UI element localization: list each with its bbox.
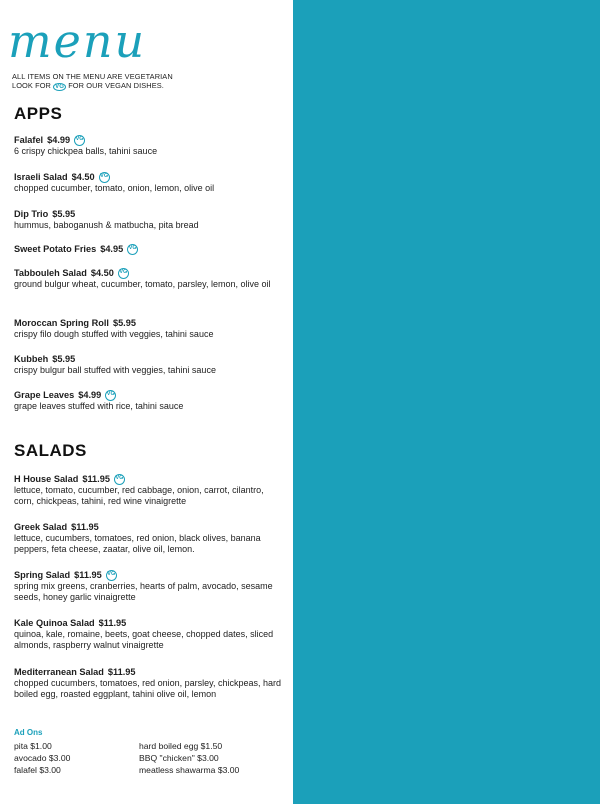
addon-item xyxy=(14,740,139,752)
addon-name: meatless shawarma xyxy=(139,765,216,775)
item-name: Greek Salad xyxy=(14,522,68,532)
vegetarian-note xyxy=(12,72,173,92)
salads-item xyxy=(14,617,286,652)
left-column xyxy=(0,0,293,804)
item-price: $11.95 xyxy=(74,570,102,580)
addon-item xyxy=(139,740,279,752)
vegan-badge-icon: VG xyxy=(118,268,129,279)
vegan-badge-icon: VG xyxy=(55,84,65,90)
item-description: chopped cucumber, tomato, onion, lemon, olive oil xyxy=(14,183,215,193)
item-name: Moroccan Spring Roll xyxy=(14,318,109,328)
item-price: $4.50 xyxy=(71,172,95,182)
addon-item xyxy=(139,764,279,776)
item-name: Falafel xyxy=(14,135,44,145)
vegan-badge-icon: VG xyxy=(114,474,125,485)
right-column xyxy=(293,0,600,804)
apps-item xyxy=(14,267,284,290)
item-name: Tabbouleh Salad xyxy=(14,268,87,278)
addon-item xyxy=(139,752,279,764)
item-description: crispy filo dough stuffed with veggies, tahini sauce xyxy=(14,329,214,339)
addon-name: avocado xyxy=(14,753,47,763)
item-heading xyxy=(14,171,284,183)
item-heading xyxy=(14,521,286,533)
item-description: crispy bulgur ball stuffed with veggies, tahini sauce xyxy=(14,365,216,375)
item-name: Grape Leaves xyxy=(14,390,75,400)
item-heading xyxy=(14,473,286,485)
addon-price: $1.00 xyxy=(30,741,52,751)
item-price: $11.95 xyxy=(82,474,110,484)
addon-price: $1.50 xyxy=(200,741,223,751)
item-description: chopped cucumbers, tomatoes, red onion, parsley, chickpeas, hard boiled egg, roasted eggplant, tahini olive oil, lemon xyxy=(14,678,281,700)
item-price: $5.95 xyxy=(52,209,76,219)
item-name: Sweet Potato Fries xyxy=(14,244,97,254)
addon-name: pita xyxy=(14,741,28,751)
addon-price: $3.00 xyxy=(48,753,71,763)
apps-item xyxy=(14,171,284,194)
vegan-badge-icon: VG xyxy=(106,570,117,581)
addon-item xyxy=(14,764,139,776)
item-name: Mediterranean Salad xyxy=(14,667,104,677)
addon-name: BBQ "chicken" xyxy=(139,753,195,763)
item-description: grape leaves stuffed with rice, tahini sauce xyxy=(14,401,184,411)
item-description: spring mix greens, cranberries, hearts of palm, avocado, sesame seeds, honey garlic vinaigrette xyxy=(14,581,273,603)
item-name: H House Salad xyxy=(14,474,79,484)
apps-item xyxy=(14,243,284,255)
apps-item xyxy=(14,317,284,340)
item-price: $4.50 xyxy=(90,268,114,278)
vegan-badge-icon: VG xyxy=(99,172,110,183)
item-price: $11.95 xyxy=(71,522,99,532)
addons-title: Ad Ons xyxy=(14,728,43,737)
item-description: 6 crispy chickpea balls, tahini sauce xyxy=(14,146,158,156)
item-name: Kale Quinoa Salad xyxy=(14,618,95,628)
salads-item xyxy=(14,666,286,701)
vegan-badge-icon: VG xyxy=(127,244,138,255)
menu-logo: menu xyxy=(8,14,147,68)
item-heading xyxy=(14,617,286,629)
item-heading xyxy=(14,243,284,255)
vegan-badge-icon: VG xyxy=(105,390,116,401)
item-price: $11.95 xyxy=(107,667,136,677)
item-name: Israeli Salad xyxy=(14,172,68,182)
note-line-1: ALL ITEMS ON THE MENU ARE VEGETARIAN xyxy=(12,72,173,81)
item-description: lettuce, cucumbers, tomatoes, red onion, black olives, banana peppers, feta cheese, zaatar, olive oil, lemon. xyxy=(14,533,261,555)
apps-item xyxy=(14,134,284,157)
item-heading xyxy=(14,389,284,401)
item-heading xyxy=(14,569,286,581)
apps-item xyxy=(14,208,284,231)
addon-name: falafel xyxy=(14,765,37,775)
item-price: $5.95 xyxy=(52,354,76,364)
item-price: $5.95 xyxy=(112,318,136,328)
addons-list xyxy=(14,740,279,776)
apps-item xyxy=(14,353,284,376)
item-price: $4.99 xyxy=(47,135,71,145)
addon-price: $3.00 xyxy=(217,765,240,775)
item-price: $4.95 xyxy=(100,244,124,254)
item-name: Spring Salad xyxy=(14,570,71,580)
addon-price: $3.00 xyxy=(39,765,61,775)
item-heading xyxy=(14,134,284,146)
item-price: $4.99 xyxy=(78,390,102,400)
item-heading xyxy=(14,666,286,678)
note-line-2: LOOK FOR VG FOR OUR VEGAN DISHES. xyxy=(12,81,164,90)
addon-name: hard boiled egg xyxy=(139,741,199,751)
salads-section-title: SALADS xyxy=(14,441,87,460)
item-description: ground bulgur wheat, cucumber, tomato, parsley, lemon, olive oil xyxy=(14,279,271,289)
item-description: hummus, baboganush & matbucha, pita bread xyxy=(14,220,199,230)
salads-item xyxy=(14,473,286,508)
addon-item xyxy=(14,752,139,764)
item-heading xyxy=(14,317,284,329)
item-name: Dip Trio xyxy=(14,209,49,219)
item-heading xyxy=(14,353,284,365)
addon-price: $3.00 xyxy=(197,753,219,763)
item-price: $11.95 xyxy=(98,618,127,628)
item-name: Kubbeh xyxy=(14,354,49,364)
item-heading xyxy=(14,208,284,220)
vegan-badge-icon: VG xyxy=(74,135,85,146)
item-heading xyxy=(14,267,284,279)
apps-section-title: APPS xyxy=(14,104,63,123)
salads-item xyxy=(14,569,286,604)
salads-item xyxy=(14,521,286,556)
item-description: lettuce, tomato, cucumber, red cabbage, onion, carrot, cilantro, corn, chickpeas, tahini, red wine vinaigrette xyxy=(14,485,264,507)
apps-item xyxy=(14,389,284,412)
item-description: quinoa, kale, romaine, beets, goat cheese, chopped dates, sliced almonds, raspberry walnut vinaigrette xyxy=(14,629,274,651)
